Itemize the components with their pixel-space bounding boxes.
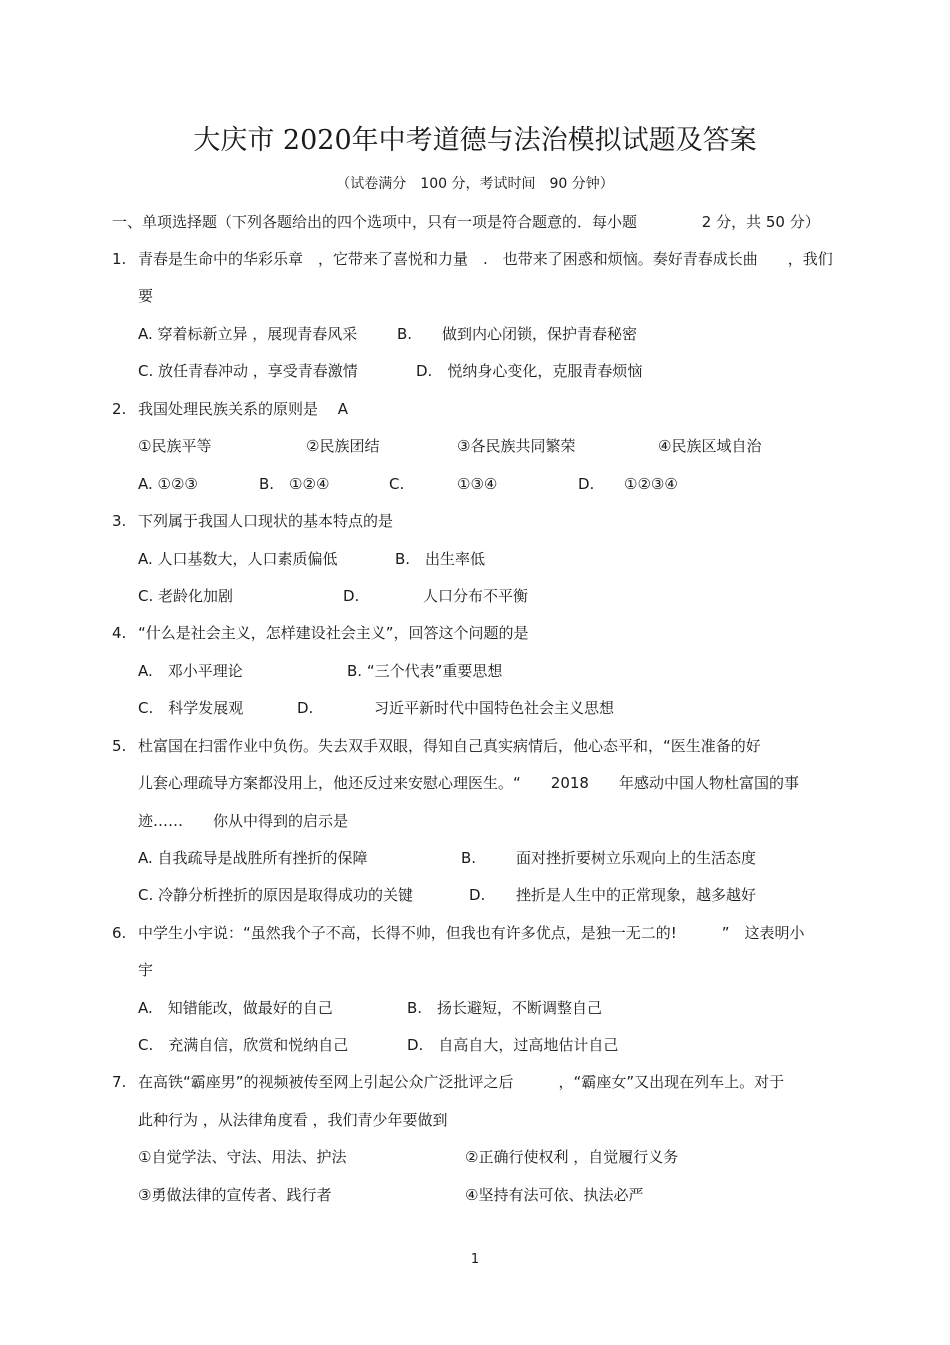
option-c: C. 放任青春冲动 ，享受青春激情 [138, 362, 358, 380]
option-c: C. 冷静分析挫折的原因是取得成功的关键 [138, 886, 414, 904]
statement-item: ②民族团结 [306, 437, 380, 455]
option-d: D. 悦纳身心变化，克服青春烦恼 [416, 362, 643, 380]
option-a: A. 人口基数大，人口素质偏低 [138, 550, 338, 568]
option-a: A. 知错能改，做最好的自己 [138, 999, 333, 1017]
question-3-stem-line: 3. 下列属于我国人口现状的基本特点的是 [112, 512, 394, 530]
question-number: 3. [112, 512, 127, 530]
option-d: D. 自高自大，过高地估计自己 [407, 1036, 619, 1054]
statement-item: ①民族平等 [138, 437, 212, 455]
option-c: C. 充满自信，欣赏和悦纳自己 [138, 1036, 349, 1054]
question-number: 1. [112, 250, 127, 268]
question-number: 5. [112, 737, 127, 755]
option-c: C. 科学发展观 [138, 699, 244, 717]
question-number: 7. [112, 1073, 127, 1091]
option-d-label: D. [578, 475, 595, 493]
option-c-label: C. [389, 475, 405, 493]
statement-item: ①自觉学法、守法、用法、护法 [138, 1148, 347, 1166]
option-a: A. 穿着标新立异 ，展现青春风采 [138, 325, 358, 343]
option-b: B. “三个代表”重要思想 [347, 662, 503, 680]
option-a: A. ①②③ [138, 475, 198, 493]
option-d-text: 挫折是人生中的正常现象，越多越好 [516, 886, 757, 904]
statement-item: ④民族区域自治 [658, 437, 762, 455]
question-6-stem-line: 宇 [138, 961, 154, 979]
question-5-stem-line: 儿套心理疏导方案都没用上，他还反过来安慰心理医生。“ 2018 年感动中国人物杜富国的事 [138, 774, 799, 792]
option-d-text: 人口分布不平衡 [423, 587, 529, 605]
question-7-stem-line: 7. 在高铁“霸座男”的视频被传至网上引起公众广泛批评之后 ，“霸座女”又出现在列车上。对于 [112, 1073, 785, 1091]
question-2-stem-line: 2. 我国处理民族关系的原则是 A [112, 400, 349, 418]
question-5-stem-line: 5. 杜富国在扫雷作业中负伤。失去双手双眼，得知自己真实病情后，他心态平和，“医生准备的好 [112, 737, 761, 755]
question-1-stem-line: 要 [138, 287, 154, 305]
option-d-label: D. [343, 587, 360, 605]
option-a: A. 自我疏导是战胜所有挫折的保障 [138, 849, 368, 867]
option-d-text: ①②③④ [624, 475, 678, 493]
page-title: 大庆市 2020年中考道德与法治模拟试题及答案 [193, 125, 757, 156]
question-4-stem-line: 4. “什么是社会主义，怎样建设社会主义”，回答这个问题的是 [112, 624, 529, 642]
page-number: 1 [470, 1252, 480, 1267]
option-a: A. 邓小平理论 [138, 662, 243, 680]
option-d-label: D. [297, 699, 314, 717]
statement-item: ③勇做法律的宣传者、践行者 [138, 1186, 332, 1204]
option-c: C. 老龄化加剧 [138, 587, 234, 605]
section-heading: 一、单项选择题（下列各题给出的四个选项中，只有一项是符合题意的．每小题 2 分，共 50 分） [112, 213, 820, 231]
question-6-stem-line: 6. 中学生小宇说：“虽然我个子不高，长得不帅，但我也有许多优点，是独一无二的! ” 这表明小 [112, 924, 805, 942]
statement-item: ②正确行使权利 ，自觉履行义务 [465, 1148, 679, 1166]
question-5-stem-line: 迹…… 你从中得到的启示是 [138, 812, 349, 830]
option-b: B. 扬长避短，不断调整自己 [407, 999, 603, 1017]
question-1-stem-line: 1. 青春是生命中的华彩乐章 ，它带来了喜悦和力量 . 也带来了困惑和烦恼。奏好青春成长曲 ，我们 [112, 250, 833, 268]
exam-info: （试卷满分 100 分，考试时间 90 分钟） [336, 176, 614, 192]
option-b: B. 出生率低 [395, 550, 486, 568]
question-number: 4. [112, 624, 127, 642]
option-c-text: ①③④ [457, 475, 498, 493]
option-d-text: 习近平新时代中国特色社会主义思想 [374, 699, 615, 717]
statement-item: ③各民族共同繁荣 [457, 437, 576, 455]
option-d-label: D. [469, 886, 486, 904]
question-number: 2. [112, 400, 127, 418]
option-b: B. 做到内心闭锁，保护青春秘密 [397, 325, 638, 343]
statement-item: ④坚持有法可依、执法必严 [465, 1186, 644, 1204]
option-b-label: B. [461, 849, 477, 867]
option-b: B. ①②④ [259, 475, 330, 493]
question-7-stem-line: 此种行为 ，从法律角度看 ，我们青少年要做到 [138, 1111, 448, 1129]
option-b-text: 面对挫折要树立乐观向上的生活态度 [516, 849, 757, 867]
question-number: 6. [112, 924, 127, 942]
